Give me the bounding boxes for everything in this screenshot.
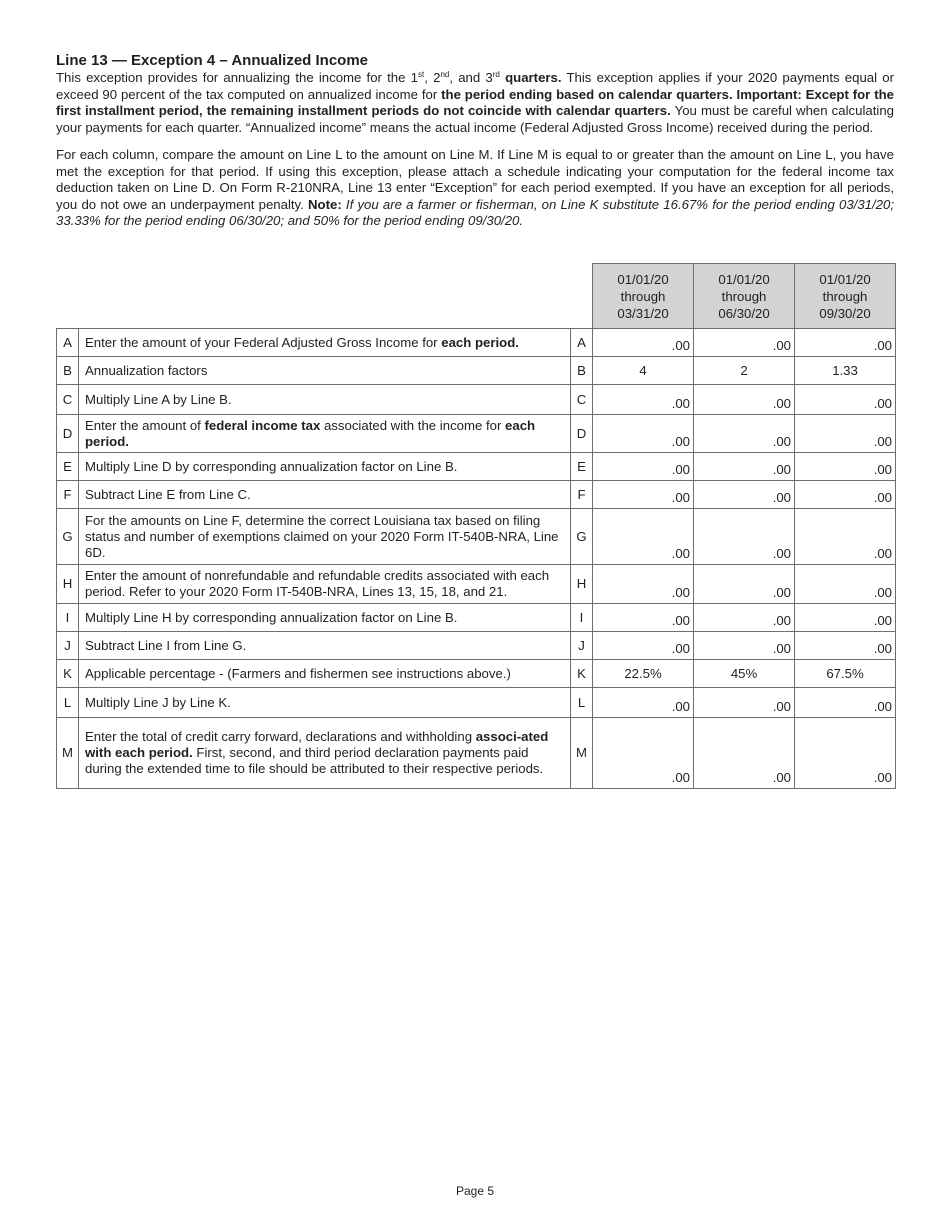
- percentage-value: 22.5%: [593, 660, 694, 688]
- factor-value: 2: [694, 357, 795, 385]
- line-letter: J: [57, 632, 79, 660]
- line-g-row: [57, 509, 896, 565]
- line-letter: A: [57, 329, 79, 357]
- amount-field[interactable]: .00: [593, 604, 694, 632]
- amount-field[interactable]: .00: [694, 718, 795, 789]
- line-letter-right: E: [571, 453, 593, 481]
- line-d-row: [57, 415, 896, 453]
- line-description: Subtract Line I from Line G.: [79, 632, 571, 660]
- line-letter: D: [57, 415, 79, 453]
- line-description: Enter the amount of federal income tax associated with the income for each period.: [79, 415, 571, 453]
- text: , 2: [424, 70, 441, 85]
- intro-paragraph: [56, 70, 894, 136]
- amount-field[interactable]: .00: [795, 688, 896, 718]
- superscript: rd: [492, 70, 500, 79]
- amount-field[interactable]: .00: [593, 453, 694, 481]
- percentage-value: 45%: [694, 660, 795, 688]
- amount-field[interactable]: .00: [694, 385, 795, 415]
- amount-field[interactable]: .00: [795, 385, 896, 415]
- amount-field[interactable]: .00: [593, 688, 694, 718]
- bold-text: quarters.: [505, 70, 562, 85]
- line-description: Multiply Line J by Line K.: [79, 688, 571, 718]
- note-label: Note:: [308, 196, 342, 212]
- line-letter: F: [57, 481, 79, 509]
- line-letter-right: J: [571, 632, 593, 660]
- line-j-row: [57, 632, 896, 660]
- note-text: If you are a farmer or fisherman, on Line K substitute 16.67% for the period ending 03/31/20; 33.33% for the period ending 06/30/20; and 50% for the period ending 09/30/20.: [56, 196, 894, 228]
- line-letter: C: [57, 385, 79, 415]
- line-letter: L: [57, 688, 79, 718]
- amount-field[interactable]: .00: [694, 329, 795, 357]
- superscript: st: [418, 70, 425, 79]
- bold-text: the period ending based on calendar quarters. Important: Except for the first installment period, the remaining installment periods do not coincide with calendar quarters.: [56, 86, 894, 118]
- line-letter-right: L: [571, 688, 593, 718]
- amount-field[interactable]: .00: [795, 632, 896, 660]
- line-letter: H: [57, 565, 79, 604]
- period-header-3: 01/01/20 through 09/30/20: [795, 264, 896, 329]
- amount-field[interactable]: .00: [795, 718, 896, 789]
- amount-field[interactable]: .00: [795, 604, 896, 632]
- amount-field[interactable]: .00: [795, 453, 896, 481]
- line-description: Multiply Line A by Line B.: [79, 385, 571, 415]
- line-description: Multiply Line D by corresponding annualization factor on Line B.: [79, 453, 571, 481]
- line-letter: M: [57, 718, 79, 789]
- text: You must be careful when calculating your payments for each quarter. “Annualized income” means the actual income (Federal Adjusted Gross Income) received during the period.: [56, 103, 894, 135]
- line-letter-right: C: [571, 385, 593, 415]
- line-description: Enter the total of credit carry forward, declarations and withholding associ-ated with each period. First, second, and third period declaration payments paid during the extended time to file should be attributed to their respective periods.: [79, 718, 571, 789]
- instructions-section: [56, 52, 894, 230]
- line-description: Enter the amount of nonrefundable and refundable credits associated with each period. Refer to your 2020 Form IT-540B-NRA, Lines 13, 15, 18, and 21.: [79, 565, 571, 604]
- text: , and 3: [449, 70, 493, 85]
- line-letter-right: K: [571, 660, 593, 688]
- period-header-2: 01/01/20 through 06/30/20: [694, 264, 795, 329]
- line-letter-right: A: [571, 329, 593, 357]
- period-header-1: 01/01/20 through 03/31/20: [593, 264, 694, 329]
- amount-field[interactable]: .00: [593, 632, 694, 660]
- text: This exception provides for annualizing the income for the 1: [56, 70, 419, 85]
- line-letter: B: [57, 357, 79, 385]
- line-letter-right: M: [571, 718, 593, 789]
- amount-field[interactable]: .00: [593, 385, 694, 415]
- section-title: Line 13 — Exception 4 – Annualized Income: [56, 52, 369, 69]
- amount-field[interactable]: .00: [593, 415, 694, 453]
- line-letter-right: H: [571, 565, 593, 604]
- line-letter-right: I: [571, 604, 593, 632]
- factor-value: 1.33: [795, 357, 896, 385]
- amount-field[interactable]: .00: [694, 415, 795, 453]
- amount-field[interactable]: .00: [593, 718, 694, 789]
- line-letter: K: [57, 660, 79, 688]
- line-letter: I: [57, 604, 79, 632]
- line-i-row: [57, 604, 896, 632]
- amount-field[interactable]: .00: [694, 509, 795, 565]
- line-c-row: [57, 385, 896, 415]
- amount-field[interactable]: .00: [694, 481, 795, 509]
- amount-field[interactable]: .00: [694, 632, 795, 660]
- percentage-value: 67.5%: [795, 660, 896, 688]
- amount-field[interactable]: .00: [795, 509, 896, 565]
- amount-field[interactable]: .00: [694, 453, 795, 481]
- factor-value: 4: [593, 357, 694, 385]
- text: This exception applies if your 2020 payments equal or exceed 90 percent of the tax computed on annualized income for: [56, 70, 894, 102]
- header-spacer: [57, 264, 593, 329]
- annualized-income-table: [56, 263, 896, 789]
- amount-field[interactable]: .00: [593, 565, 694, 604]
- line-description: Subtract Line E from Line C.: [79, 481, 571, 509]
- superscript: nd: [440, 70, 450, 79]
- amount-field[interactable]: .00: [795, 329, 896, 357]
- line-description: For the amounts on Line F, determine the correct Louisiana tax based on filing status and number of exemptions claimed on your 2020 Form IT-540B-NRA, Line 6D.: [79, 509, 571, 565]
- amount-field[interactable]: .00: [593, 329, 694, 357]
- amount-field[interactable]: .00: [694, 565, 795, 604]
- line-e-row: [57, 453, 896, 481]
- line-f-row: [57, 481, 896, 509]
- amount-field[interactable]: .00: [795, 565, 896, 604]
- line-letter-right: G: [571, 509, 593, 565]
- amount-field[interactable]: .00: [795, 415, 896, 453]
- line-a-row: [57, 329, 896, 357]
- line-l-row: [57, 688, 896, 718]
- text: For each column, compare the amount on Line L to the amount on Line M. If Line M is equal to or greater than the amount on Line L, you have met the exception for that period. If using this exception, please attach a schedule indicating your computation for the federal income tax deduction taken on Line D. On Form R-210NRA, Line 13 enter “Exception” for each period exempted. If you have an exception for all periods, you do not owe an underpayment penalty.: [56, 147, 894, 212]
- line-letter: E: [57, 453, 79, 481]
- line-description: Applicable percentage - (Farmers and fishermen see instructions above.): [79, 660, 571, 688]
- line-description: Enter the amount of your Federal Adjusted Gross Income for each period.: [79, 329, 571, 357]
- line-h-row: [57, 565, 896, 604]
- line-description: Annualization factors: [79, 357, 571, 385]
- page-number: Page 5: [455, 1184, 495, 1198]
- line-m-row: [57, 718, 896, 789]
- line-letter-right: F: [571, 481, 593, 509]
- line-letter-right: B: [571, 357, 593, 385]
- line-description: Multiply Line H by corresponding annualization factor on Line B.: [79, 604, 571, 632]
- amount-field[interactable]: .00: [694, 604, 795, 632]
- amount-field[interactable]: .00: [593, 481, 694, 509]
- line-b-row: [57, 357, 896, 385]
- amount-field[interactable]: .00: [795, 481, 896, 509]
- period-header-row: [57, 264, 896, 329]
- line-k-row: [57, 660, 896, 688]
- line-letter-right: D: [571, 415, 593, 453]
- line-letter: G: [57, 509, 79, 565]
- comparison-paragraph: [56, 147, 894, 230]
- amount-field[interactable]: .00: [593, 509, 694, 565]
- amount-field[interactable]: .00: [694, 688, 795, 718]
